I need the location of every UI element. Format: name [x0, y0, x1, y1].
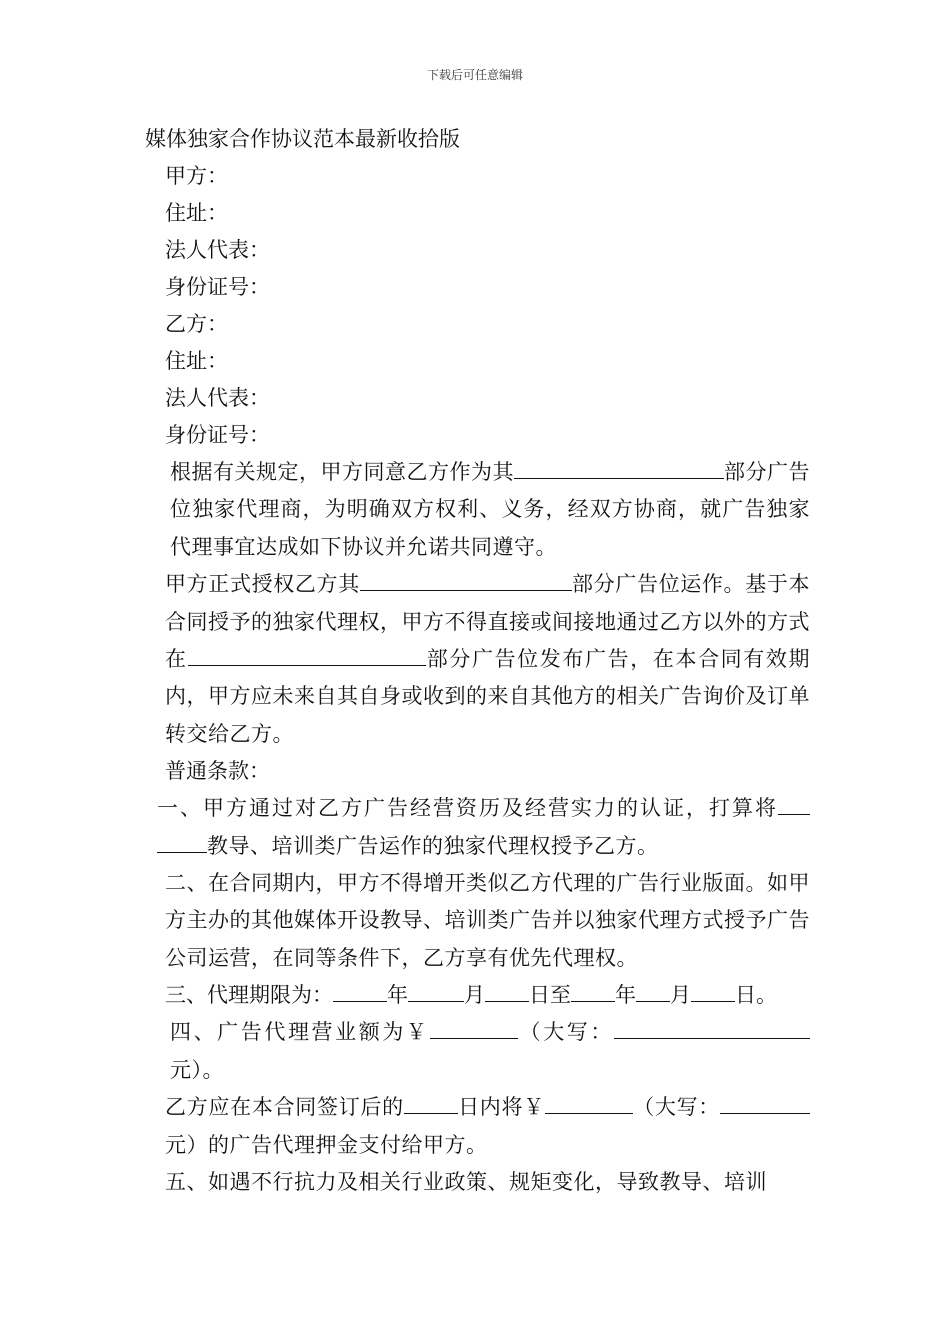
- fill-blank[interactable]: [408, 981, 464, 1002]
- fill-blank[interactable]: [636, 981, 670, 1002]
- text-segment: 部分广告位运作。基于本合同授予的独家代理权，甲方不得直接或间接地通过乙方以外的方式在: [165, 572, 811, 672]
- text-segment: 年: [387, 983, 408, 1008]
- text-segment: （大写：: [632, 1095, 721, 1120]
- document-body: [145, 120, 810, 1201]
- text-segment: （大写：: [517, 1020, 614, 1045]
- paragraph-agreement-basis: [145, 454, 810, 566]
- clause-one: [145, 790, 810, 865]
- fill-blank[interactable]: [614, 1018, 810, 1039]
- text-segment: 元）的广告代理押金支付给甲方。: [165, 1132, 488, 1157]
- text-segment: 一、甲方通过对乙方广告经营资历及经营实力的认证，打算将: [157, 796, 778, 821]
- fill-blank[interactable]: [571, 981, 615, 1002]
- paragraph-authorization: [145, 566, 810, 753]
- fill-blank[interactable]: [157, 832, 207, 853]
- text-segment: 乙方应在本合同签订后的: [165, 1095, 404, 1120]
- party-a-address-field: 住址：: [165, 201, 228, 225]
- deposit-clause: [145, 1089, 810, 1164]
- text-segment: 月: [464, 983, 485, 1008]
- text-segment: 四、广告代理营业额为￥: [170, 1020, 430, 1045]
- fill-blank[interactable]: [691, 981, 735, 1002]
- fill-blank[interactable]: [404, 1093, 458, 1114]
- general-terms-heading: 普通条款：: [165, 759, 270, 784]
- fill-blank[interactable]: [514, 458, 724, 479]
- document-title: 媒体独家合作协议范本最新收拾版: [145, 127, 460, 151]
- fill-blank[interactable]: [360, 570, 572, 591]
- party-a-field: 甲方：: [165, 164, 228, 188]
- fill-blank[interactable]: [188, 645, 426, 666]
- fill-blank[interactable]: [720, 1093, 780, 1114]
- text-segment: 甲方正式授权乙方其: [165, 572, 360, 597]
- fill-blank[interactable]: [778, 794, 810, 815]
- text-segment: 部分广告位独家代理商，为明确双方权利、义务，经双方协商，就广告独家代理事宜达成如下协议并允诺共同遵守。: [170, 460, 810, 559]
- fill-blank[interactable]: [333, 981, 387, 1002]
- party-a-legal-rep-field: 法人代表：: [165, 238, 270, 262]
- party-b-field: 乙方：: [165, 312, 228, 336]
- text-segment: 日至: [529, 983, 571, 1008]
- clause-four: [145, 1014, 810, 1089]
- text-segment: 年: [615, 983, 636, 1008]
- party-a-id-field: 身份证号：: [165, 275, 270, 299]
- text-segment: 日。: [735, 983, 777, 1008]
- clause-five: 五、如遇不行抗力及相关行业政策、规矩变化，导致教导、培训: [165, 1169, 767, 1194]
- text-segment: 部分广告位发布广告，在本合同有效期内，甲方应未来自其自身或收到的来自其他方的相关广告询价及订单转交给乙方。: [165, 647, 811, 746]
- party-b-address-field: 住址：: [165, 349, 228, 373]
- clause-three: [145, 977, 810, 1014]
- text-segment: 教导、培训类广告运作的独家代理权授予乙方。: [207, 833, 659, 858]
- text-segment: 根据有关规定，甲方同意乙方作为其: [170, 460, 514, 484]
- party-b-id-field: 身份证号：: [165, 423, 270, 447]
- text-segment: 月: [670, 983, 691, 1008]
- fill-blank[interactable]: [485, 981, 529, 1002]
- fill-blank[interactable]: [545, 1093, 633, 1114]
- text-segment: 元）。: [170, 1057, 224, 1082]
- header-note: 下载后可任意编辑: [426, 68, 523, 82]
- fill-blank[interactable]: [780, 1093, 810, 1114]
- text-segment: 日内将￥: [457, 1095, 545, 1120]
- party-b-legal-rep-field: 法人代表：: [165, 386, 270, 410]
- fill-blank[interactable]: [430, 1018, 518, 1039]
- clause-two: 二、在合同期内，甲方不得增开类似乙方代理的广告行业版面。如甲方主办的其他媒体开设教导、培训类广告并以独家代理方式授予广告公司运营，在同等条件下，乙方享有优先代理权。: [165, 871, 810, 970]
- text-segment: 三、代理期限为：: [165, 983, 333, 1008]
